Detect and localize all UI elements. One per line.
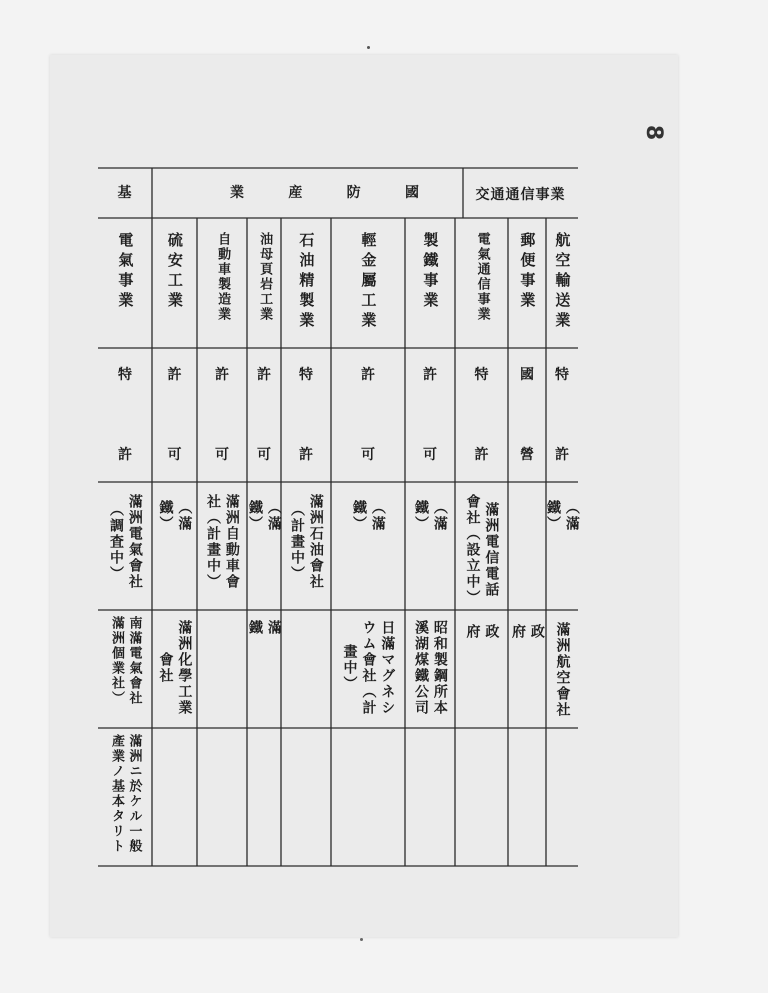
gov-cell: 滿洲航空會社 bbox=[554, 622, 571, 718]
industry-name: 輕金屬工業 bbox=[359, 232, 378, 332]
gov-cell: 日滿マグネシ ウム會社（計 畫中） bbox=[341, 620, 396, 716]
status: 許 可 bbox=[423, 367, 437, 463]
status: 特 許 bbox=[474, 367, 489, 463]
status: 許 可 bbox=[215, 367, 229, 463]
entity-cell: 滿洲石油會社 （計畫中） bbox=[289, 494, 324, 590]
gov-cell: 滿洲化學工業 會社 bbox=[157, 620, 193, 716]
industry-name: 石油精製業 bbox=[297, 232, 316, 332]
entity-cell: 滿洲自動車會 社（計畫中） bbox=[205, 494, 240, 590]
status: 國 營 bbox=[520, 367, 534, 463]
entity-cell: （滿 鐵） bbox=[247, 500, 282, 532]
gov-cell: 政 府 bbox=[510, 624, 545, 698]
gov-cell: 政 府 bbox=[464, 624, 500, 698]
group-header-kotsu: 交通通信事業 bbox=[475, 187, 566, 203]
industry-name: 製鐵事業 bbox=[421, 232, 440, 312]
entity-cell: （滿 鐵） bbox=[157, 500, 193, 532]
gov-cell: 昭和製鋼所本 溪湖煤鐵公司 bbox=[413, 620, 448, 716]
status: 特 許 bbox=[118, 367, 132, 463]
status: 特 許 bbox=[555, 367, 569, 463]
gov-cell: 滿 鐵 bbox=[247, 620, 282, 704]
industry-name: 郵便事業 bbox=[518, 232, 537, 312]
status: 許 可 bbox=[167, 367, 182, 463]
speck-mark bbox=[367, 46, 370, 49]
industry-name: 電氣通信事業 bbox=[474, 232, 490, 322]
industry-name: 硫安工業 bbox=[165, 232, 184, 312]
entity-cell: 滿洲電信電話 會社（設立中） bbox=[464, 494, 500, 606]
page-number: 8 bbox=[641, 124, 667, 141]
entity-cell: 滿洲電氣會社 （調査中） bbox=[108, 494, 143, 590]
industry-name: 航空輸送業 bbox=[553, 232, 572, 332]
entity-cell: （滿 鐵） bbox=[351, 500, 386, 532]
industry-name: 油母頁岩工業 bbox=[257, 232, 273, 322]
group-header-kokubo: 業 産 防 國 bbox=[230, 185, 420, 201]
gov-cell: 南滿電氣會社 滿洲個業社） bbox=[109, 616, 142, 706]
status: 許 可 bbox=[361, 367, 375, 463]
note-cell: 滿洲ニ於ケル一般 產業ノ基本タリト bbox=[109, 734, 142, 854]
status: 特 許 bbox=[299, 367, 313, 463]
industry-name: 電氣事業 bbox=[116, 232, 135, 312]
status: 許 可 bbox=[257, 367, 271, 463]
entity-cell: （滿 鐵） bbox=[545, 500, 580, 532]
industry-name: 自動車製造業 bbox=[215, 232, 231, 322]
entity-cell: （滿 鐵） bbox=[413, 500, 448, 532]
group-header-kiso: 基 bbox=[117, 185, 133, 201]
speck-mark bbox=[360, 938, 363, 941]
